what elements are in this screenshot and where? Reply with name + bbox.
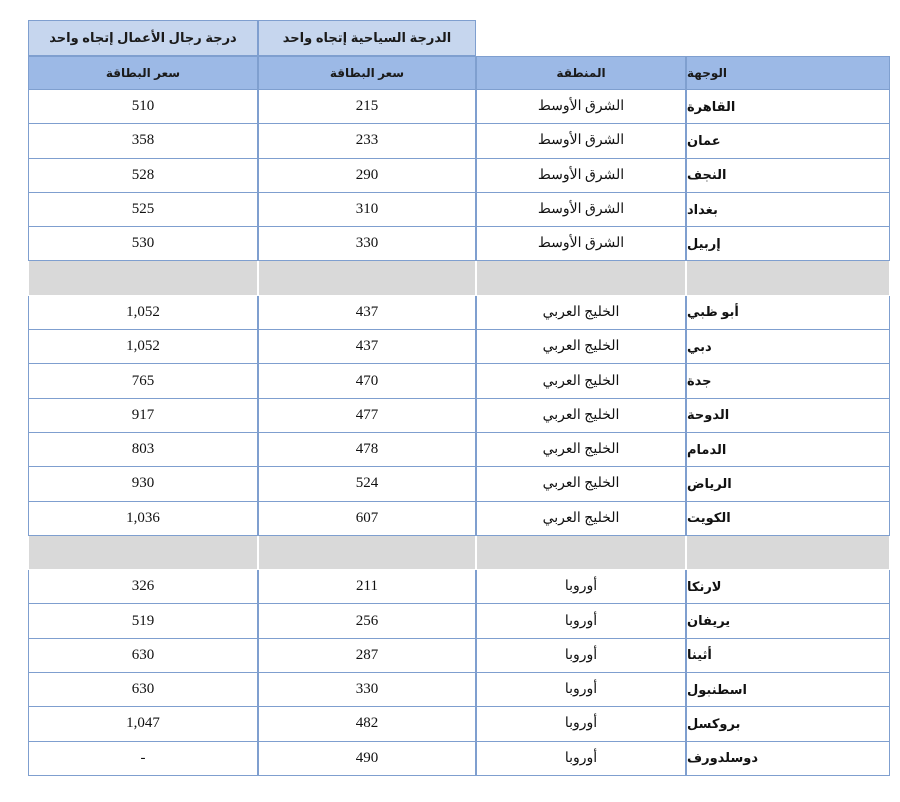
cell-tourist-price: 524 — [258, 467, 476, 501]
cell-tourist-price — [258, 536, 476, 570]
cell-business-price: 930 — [28, 467, 258, 501]
cell-business-price: 1,036 — [28, 502, 258, 536]
table-row — [28, 296, 890, 330]
cell-business-price: 528 — [28, 159, 258, 193]
cell-tourist-price: 310 — [258, 193, 476, 227]
cell-destination: إربيل — [686, 227, 890, 261]
cell-destination: عمان — [686, 124, 890, 158]
cell-business-price: 917 — [28, 399, 258, 433]
table-row — [28, 227, 890, 261]
cell-tourist-price: 477 — [258, 399, 476, 433]
cell-business-price: 358 — [28, 124, 258, 158]
table-row — [28, 467, 890, 501]
table-row — [28, 159, 890, 193]
table-row — [28, 742, 890, 776]
table-row — [28, 639, 890, 673]
separator-row — [28, 536, 890, 570]
cell-region: الخليج العربي — [476, 399, 686, 433]
cell-region: أوروبا — [476, 570, 686, 604]
cell-region — [476, 261, 686, 295]
cell-business-price: 519 — [28, 604, 258, 638]
cell-tourist-price: 470 — [258, 364, 476, 398]
cell-tourist-price: 330 — [258, 227, 476, 261]
cell-region: الشرق الأوسط — [476, 159, 686, 193]
cell-destination: أثينا — [686, 639, 890, 673]
cell-destination: بغداد — [686, 193, 890, 227]
cell-tourist-price: 478 — [258, 433, 476, 467]
table-row — [28, 502, 890, 536]
cell-tourist-price: 482 — [258, 707, 476, 741]
table-row — [28, 330, 890, 364]
cell-region — [476, 536, 686, 570]
cell-tourist-price: 290 — [258, 159, 476, 193]
cell-business-price: 630 — [28, 673, 258, 707]
table-row — [28, 193, 890, 227]
cell-region: الشرق الأوسط — [476, 227, 686, 261]
cell-business-price — [28, 536, 258, 570]
table-row — [28, 707, 890, 741]
cell-region: الخليج العربي — [476, 364, 686, 398]
header-ticket-price-business: سعر البطاقة — [28, 56, 258, 90]
cell-region: الخليج العربي — [476, 330, 686, 364]
cell-destination: اسطنبول — [686, 673, 890, 707]
table-row — [28, 364, 890, 398]
cell-region: الخليج العربي — [476, 467, 686, 501]
cell-destination: الدمام — [686, 433, 890, 467]
cell-destination: جدة — [686, 364, 890, 398]
cell-business-price: - — [28, 742, 258, 776]
cell-region: الخليج العربي — [476, 433, 686, 467]
cell-region: أوروبا — [476, 639, 686, 673]
cell-tourist-price — [258, 261, 476, 295]
cell-destination — [686, 261, 890, 295]
cell-region: الخليج العربي — [476, 502, 686, 536]
cell-region: الشرق الأوسط — [476, 193, 686, 227]
cell-region: الخليج العربي — [476, 296, 686, 330]
cell-region: الشرق الأوسط — [476, 124, 686, 158]
cell-destination: الدوحة — [686, 399, 890, 433]
cell-region: أوروبا — [476, 673, 686, 707]
header-business-class: درجة رجال الأعمال إتجاه واحد — [28, 20, 258, 56]
cell-destination: الكويت — [686, 502, 890, 536]
cell-tourist-price: 437 — [258, 330, 476, 364]
cell-destination: الرياض — [686, 467, 890, 501]
cell-destination: دوسلدورف — [686, 742, 890, 776]
cell-region: أوروبا — [476, 742, 686, 776]
cell-destination: القاهرة — [686, 90, 890, 124]
separator-row — [28, 261, 890, 295]
cell-tourist-price: 607 — [258, 502, 476, 536]
cell-business-price: 326 — [28, 570, 258, 604]
cell-business-price: 530 — [28, 227, 258, 261]
cell-region: أوروبا — [476, 604, 686, 638]
table-body — [28, 90, 890, 776]
cell-business-price — [28, 261, 258, 295]
cell-business-price: 1,052 — [28, 296, 258, 330]
cell-region: الشرق الأوسط — [476, 90, 686, 124]
cell-business-price: 525 — [28, 193, 258, 227]
cell-business-price: 1,052 — [28, 330, 258, 364]
cell-destination: لارنكا — [686, 570, 890, 604]
table-row — [28, 433, 890, 467]
table-row — [28, 604, 890, 638]
table-row — [28, 673, 890, 707]
cell-tourist-price: 215 — [258, 90, 476, 124]
cell-tourist-price: 437 — [258, 296, 476, 330]
cell-destination — [686, 536, 890, 570]
cell-tourist-price: 490 — [258, 742, 476, 776]
cell-business-price: 765 — [28, 364, 258, 398]
cell-business-price: 1,047 — [28, 707, 258, 741]
header-tourist-class: الدرجة السياحية إتجاه واحد — [258, 20, 476, 56]
cell-tourist-price: 287 — [258, 639, 476, 673]
cell-tourist-price: 330 — [258, 673, 476, 707]
cell-destination: النجف — [686, 159, 890, 193]
header-ticket-price-tourist: سعر البطاقة — [258, 56, 476, 90]
cell-destination: أبو ظبي — [686, 296, 890, 330]
cell-destination: دبي — [686, 330, 890, 364]
table-row — [28, 124, 890, 158]
header-destination: الوجهة — [686, 56, 890, 90]
cell-business-price: 510 — [28, 90, 258, 124]
cell-tourist-price: 233 — [258, 124, 476, 158]
cell-business-price: 803 — [28, 433, 258, 467]
cell-tourist-price: 211 — [258, 570, 476, 604]
cell-business-price: 630 — [28, 639, 258, 673]
header-region: المنطقة — [476, 56, 686, 90]
table-row — [28, 399, 890, 433]
cell-destination: بروكسل — [686, 707, 890, 741]
table-row — [28, 570, 890, 604]
table-row — [28, 90, 890, 124]
cell-destination: يريفان — [686, 604, 890, 638]
cell-tourist-price: 256 — [258, 604, 476, 638]
cell-region: أوروبا — [476, 707, 686, 741]
